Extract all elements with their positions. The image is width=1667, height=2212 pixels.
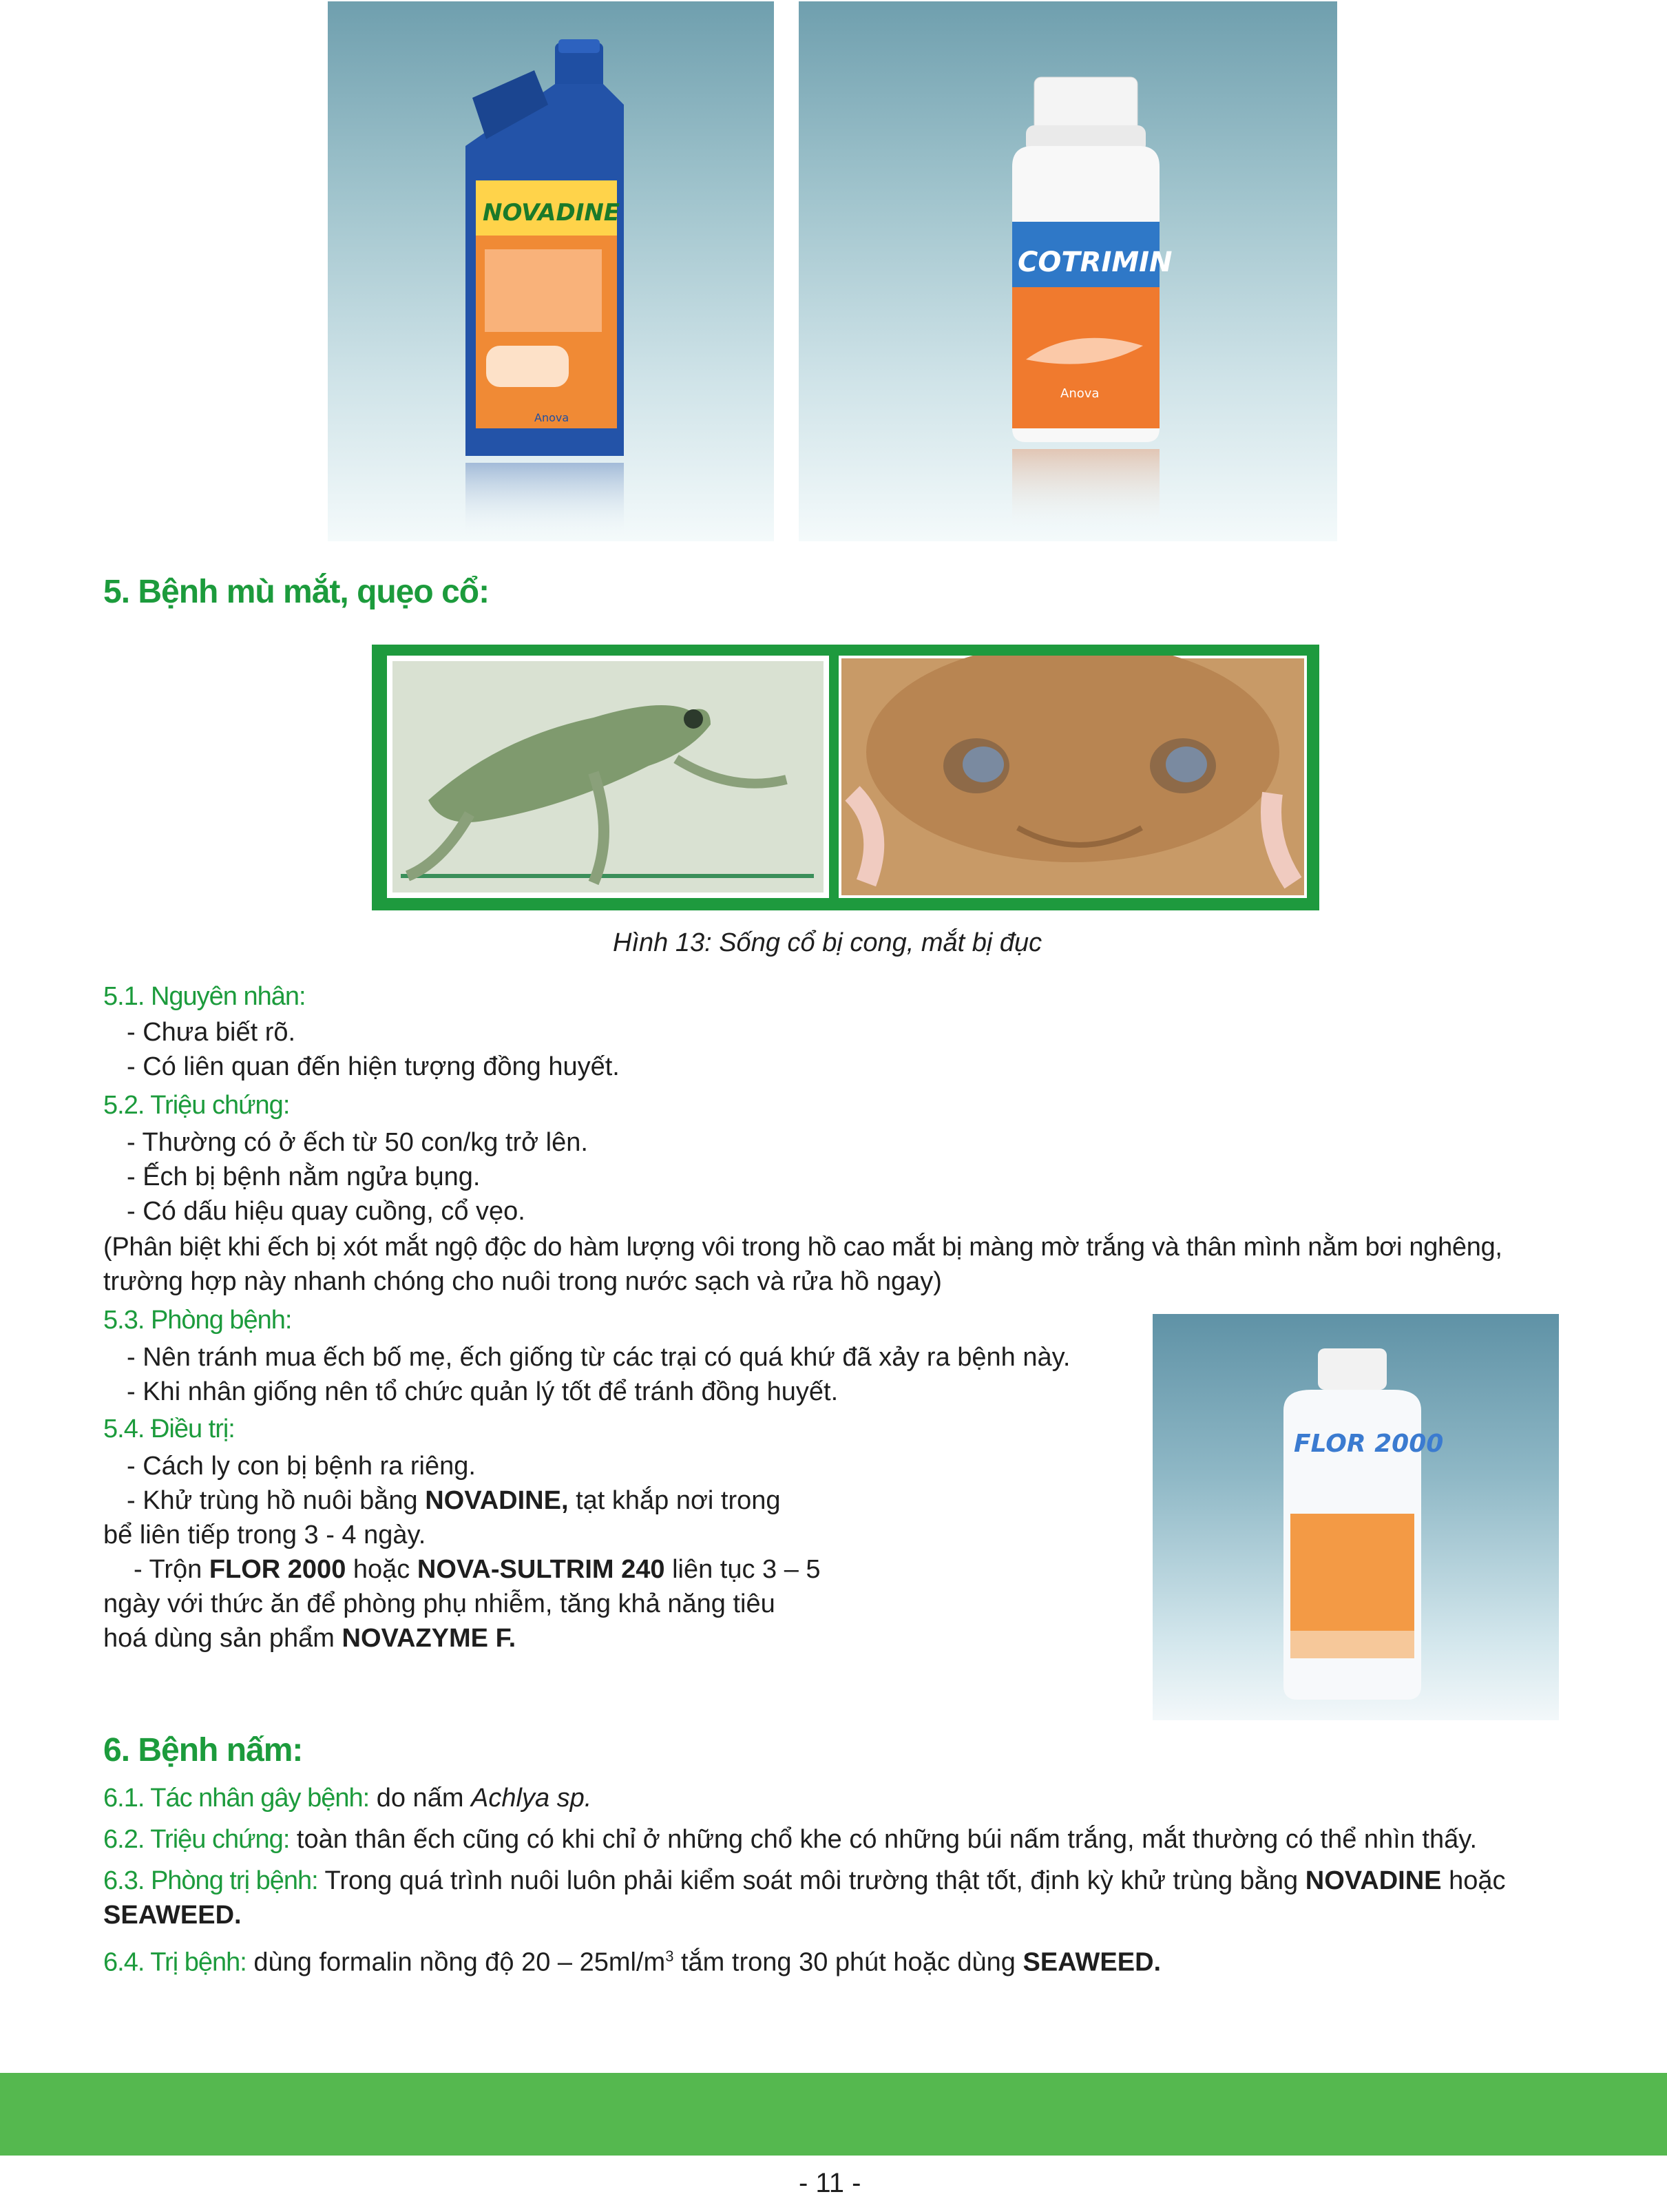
- s61-line: [103, 1781, 591, 1815]
- frog-photo-frame: [372, 645, 1319, 910]
- s62-text: toàn thân ếch cũng có khi chỉ ở những chổ khe có những búi nấm trắng, mắt thường có thể nhìn thấy.: [289, 1825, 1477, 1854]
- flor2000-bottle-icon: [1153, 1314, 1559, 1720]
- s64-text: tắm trong 30 phút hoặc dùng: [673, 1948, 1023, 1977]
- cotrimin-bottle-icon: [799, 1, 1337, 541]
- s52-item: - Ếch bị bệnh nằm ngửa bụng.: [127, 1162, 481, 1191]
- s54-text: - Trộn: [134, 1555, 209, 1584]
- s54-text: - Khử trùng hồ nuôi bằng: [127, 1486, 426, 1515]
- flor2000-bottle-text: FLOR 2000: [1294, 1430, 1444, 1458]
- s54-text: tạt khắp nơi trong: [568, 1486, 781, 1515]
- cotrimin-brand-text: Anova: [1060, 386, 1100, 401]
- product-seaweed: SEAWEED.: [103, 1901, 242, 1930]
- s52-note: (Phân biệt khi ếch bị xót mắt ngộ độc do hàm lượng vôi trong hồ cao mắt bị màng mờ trắng và thân mình nằm bơi nghêng,: [103, 1233, 1502, 1262]
- page-number: - 11 -: [799, 2168, 861, 2198]
- s54-text: hoá dùng sản phẩm: [103, 1624, 342, 1653]
- s61-text: do nấm: [369, 1784, 472, 1813]
- s54-text: liên tục 3 – 5: [664, 1555, 821, 1584]
- s54-title: 5.4. Điều trị:: [103, 1415, 235, 1443]
- s51-item: - Chưa biết rõ.: [127, 1018, 296, 1047]
- s61-label: 6.1. Tác nhân gây bệnh:: [103, 1784, 370, 1813]
- product-novazyme: NOVAZYME F.: [342, 1624, 516, 1653]
- cotrimin-product-photo: [799, 1, 1337, 541]
- s53-item: - Nên tránh mua ếch bố mẹ, ếch giống từ các trại có quá khứ đã xảy ra bệnh này.: [127, 1343, 1071, 1372]
- s51-title: 5.1. Nguyên nhân:: [103, 982, 306, 1011]
- product-novadine: NOVADINE: [1305, 1866, 1442, 1895]
- frog-bent-neck-icon: [387, 656, 829, 898]
- s63-line2: [103, 1898, 242, 1932]
- footer-band: [0, 2073, 1667, 2156]
- product-flor2000: FLOR 2000: [209, 1555, 346, 1584]
- frog-cloudy-eye-icon: [839, 656, 1307, 898]
- s54-line: - Cách ly con bị bệnh ra riêng.: [127, 1452, 476, 1481]
- section5-heading: 5. Bệnh mù mắt, quẹo cổ:: [103, 574, 490, 610]
- s62-line: [103, 1822, 1477, 1857]
- novadine-bottle-text: NOVADINE: [483, 199, 620, 227]
- s64-text: dùng formalin nồng độ 20 – 25ml/m: [246, 1948, 666, 1977]
- figure-caption: Hình 13: Sống cổ bị cong, mắt bị đục: [613, 928, 1042, 957]
- s51-item: - Có liên quan đến hiện tượng đồng huyết.: [127, 1052, 620, 1081]
- flor2000-product-photo: [1153, 1314, 1559, 1720]
- s52-item: - Thường có ở ếch từ 50 con/kg trở lên.: [127, 1128, 588, 1157]
- s54-text: hoặc: [346, 1555, 417, 1584]
- s63-text: hoặc: [1441, 1866, 1506, 1895]
- frog-photo-left: [387, 656, 829, 898]
- product-nova-sultrim: NOVA-SULTRIM 240: [417, 1555, 665, 1584]
- s53-item: - Khi nhân giống nên tổ chức quản lý tốt để tránh đồng huyết.: [127, 1377, 839, 1406]
- s63-text: Trong quá trình nuôi luôn phải kiểm soát môi trường thật tốt, định kỳ khử trùng bằng: [317, 1866, 1306, 1895]
- s54-line: [103, 1621, 516, 1656]
- s52-note: trường hợp này nhanh chóng cho nuôi trong nước sạch và rửa hồ ngay): [103, 1267, 942, 1296]
- section6-heading: 6. Bệnh nấm:: [103, 1732, 303, 1768]
- s64-line: [103, 1939, 1161, 1980]
- s64-label: 6.4. Trị bệnh:: [103, 1948, 247, 1977]
- s62-label: 6.2. Triệu chứng:: [103, 1825, 290, 1854]
- s61-species: Achlya sp.: [471, 1784, 592, 1813]
- cotrimin-bottle-text: COTRIMIN: [1018, 247, 1173, 278]
- s63-line: [103, 1864, 1505, 1898]
- product-novadine: NOVADINE,: [425, 1486, 569, 1515]
- s54-line: [134, 1552, 821, 1587]
- novadine-brand-text: Anova: [534, 411, 569, 424]
- s63-label: 6.3. Phòng trị bệnh:: [103, 1866, 318, 1895]
- novadine-bottle-icon: [328, 1, 774, 541]
- product-seaweed: SEAWEED.: [1023, 1948, 1162, 1977]
- s54-line: [127, 1483, 781, 1518]
- s64-superscript: 3: [665, 1948, 674, 1965]
- s54-line: bể liên tiếp trong 3 - 4 ngày.: [103, 1521, 426, 1550]
- s54-line: ngày với thức ăn để phòng phụ nhiễm, tăng khả năng tiêu: [103, 1589, 775, 1618]
- s52-item: - Có dấu hiệu quay cuồng, cổ vẹo.: [127, 1197, 525, 1226]
- s53-title: 5.3. Phòng bệnh:: [103, 1306, 292, 1335]
- s52-title: 5.2. Triệu chứng:: [103, 1091, 290, 1120]
- frog-photo-right: [839, 656, 1307, 898]
- novadine-product-photo: [328, 1, 774, 541]
